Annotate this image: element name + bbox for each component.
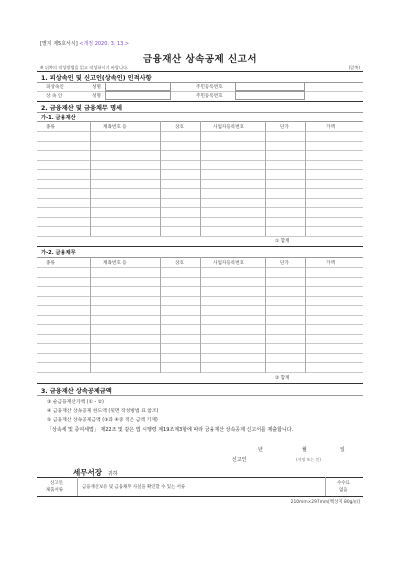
debts-title: 가-2. 금융채무 [41, 250, 76, 256]
col-header-company: 상호 [175, 125, 184, 130]
signer-label: 신고인 [232, 457, 247, 463]
tax-office: 세무서장 귀하 [73, 468, 118, 477]
table-column-divider [265, 257, 266, 373]
page-title: 금융재산 상속공제 신고서 [142, 54, 258, 65]
col-header-unit-price: 단가 [280, 261, 289, 266]
table-column-divider [90, 121, 91, 236]
calc-line-limit: ④ 금융재산 상속공제 한도액 (뒷면 작성방법 표 참조) [47, 409, 159, 414]
paper-spec-note: 210mm×297mm[백상지 80g/㎡] [290, 500, 360, 505]
col-header-type: 종류 [46, 261, 55, 266]
fee-label-line2: 없음 [339, 488, 348, 493]
debts-total-label: ② 합계 [275, 376, 290, 381]
col-header-type: 종류 [46, 125, 55, 130]
name-field[interactable] [105, 82, 171, 91]
row-id-label: 주민등록번호 [196, 94, 223, 99]
table-column-divider [90, 257, 91, 373]
table-column-divider [160, 257, 161, 373]
row-role-label: 피상속인 [46, 85, 64, 90]
table-column-divider [305, 121, 306, 236]
column-divider [325, 477, 326, 496]
page-side-note: (앞쪽) [348, 65, 360, 70]
divider [37, 383, 363, 384]
row-id-label: 주민등록번호 [196, 85, 223, 90]
divider [37, 71, 363, 72]
section1-title: 1. 피상속인 및 신고인(상속인) 인적사항 [41, 75, 152, 82]
id-number-field[interactable] [235, 82, 305, 91]
row-role-label: 상 속 인 [46, 94, 63, 99]
col-header-amount: 가액 [326, 125, 335, 130]
date-year-label: 년 [258, 447, 263, 453]
divider [37, 101, 363, 102]
col-header-account: 계좌번호 등 [103, 261, 127, 266]
table-column-divider [200, 257, 201, 373]
row-name-label: 성명 [92, 94, 101, 99]
table-column-divider [265, 121, 266, 236]
col-header-bizno: 사업자등록번호 [213, 125, 245, 130]
col-header-account: 계좌번호 등 [103, 125, 127, 130]
col-header-unit-price: 단가 [280, 125, 289, 130]
divider [37, 395, 363, 396]
row-name-label: 성명 [92, 85, 101, 90]
form-number: [별지 제5호서식] <개정 2020. 3. 13.> [40, 41, 130, 47]
table-column-divider [160, 121, 161, 236]
submission-statement: 「상속세 및 증여세법」 제22조 및 같은 법 시행령 제19조제3항에 따라 금융재산 상속공제 신고서를 제출합니다. [47, 427, 294, 433]
attachments-content: 금융재산보유 및 금융채무 사실을 확인할 수 있는 서류 [82, 485, 186, 490]
table-column-divider [305, 257, 306, 373]
row-divider [37, 91, 363, 92]
assets-title: 가-1. 금융재산 [41, 115, 76, 121]
attachments-label-line2: 제출서류 [46, 488, 63, 493]
fee-label-line1: 수수료 [337, 481, 350, 486]
col-header-company: 상호 [175, 261, 184, 266]
instruction-note: ※ 뒤쪽의 작성방법을 읽고 작성하시기 바랍니다. [40, 65, 129, 70]
divider [37, 477, 363, 478]
calc-line-deduction: ⑤ 금융재산 상속공제금액 (③과 ④중 적은 금액 기재) [47, 418, 158, 423]
id-number-field[interactable] [235, 91, 305, 100]
table-column-divider [200, 121, 201, 236]
date-day-label: 일 [340, 447, 345, 453]
date-month-label: 월 [302, 447, 307, 453]
assets-total-label: ① 합계 [275, 239, 290, 244]
attachments-label-line1: 신고인 [50, 481, 63, 486]
section3-title: 3. 금융재산 상속공제금액 [41, 388, 112, 395]
revision-date: <개정 2020. 3. 13.> [79, 41, 130, 47]
divider [37, 496, 363, 497]
section2-title: 2. 금융재산 및 금융채무 명세 [41, 105, 123, 112]
col-header-amount: 가액 [326, 261, 335, 266]
name-field[interactable] [105, 91, 171, 100]
divider [37, 82, 363, 83]
column-divider [77, 477, 78, 496]
signature-hint: (서명 또는 인) [296, 457, 321, 462]
divider [37, 112, 363, 113]
divider [37, 246, 363, 247]
calc-line-net: ③ 순금융재산가액 (① - ②) [47, 400, 104, 405]
col-header-bizno: 사업자등록번호 [213, 261, 245, 266]
